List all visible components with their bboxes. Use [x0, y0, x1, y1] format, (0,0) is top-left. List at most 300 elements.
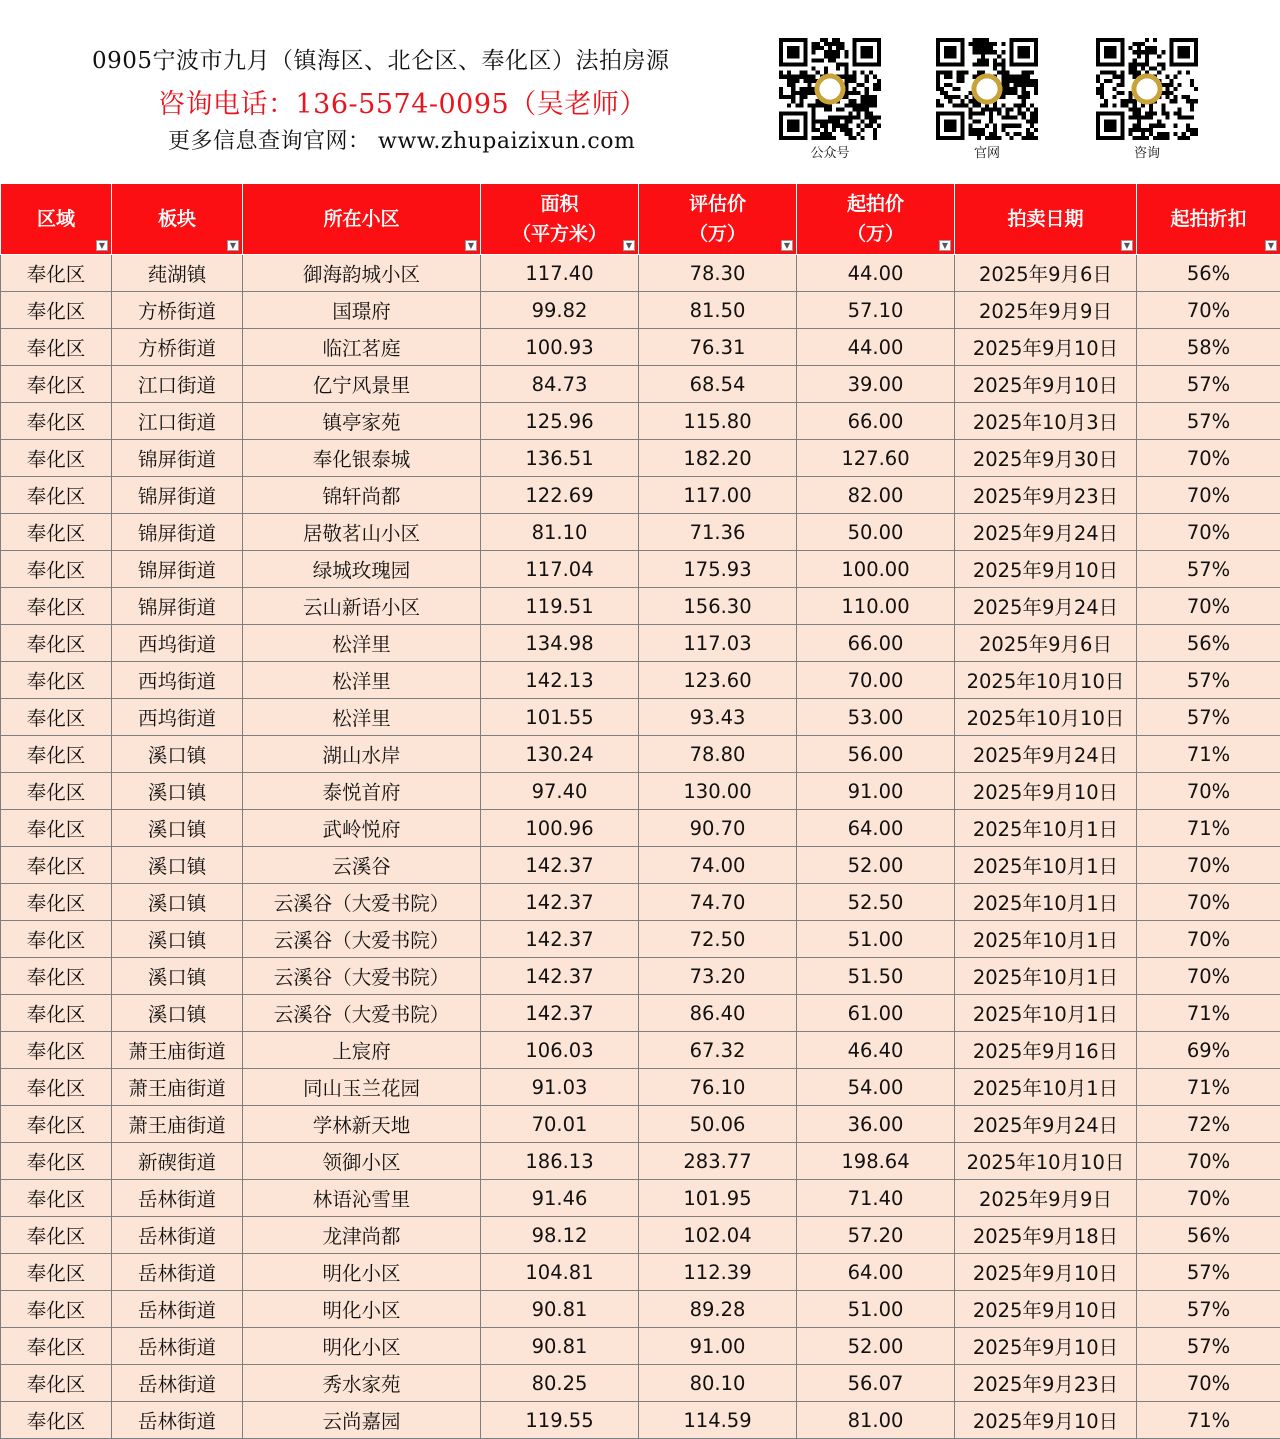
cell-auction-date: 2025年9月9日 — [955, 292, 1137, 329]
cell-sector: 莼湖镇 — [112, 255, 243, 292]
cell-appraisal: 283.77 — [639, 1143, 797, 1180]
cell-community: 林语沁雪里 — [243, 1180, 481, 1217]
cell-auction-date: 2025年9月10日 — [955, 1291, 1137, 1328]
cell-starting-price: 100.00 — [797, 551, 955, 588]
filter-dropdown-icon[interactable]: ▼ — [465, 240, 477, 251]
table-row[interactable] — [1, 1291, 1280, 1328]
cell-district: 奉化区 — [1, 551, 112, 588]
cell-district: 奉化区 — [1, 921, 112, 958]
cell-area: 142.37 — [481, 921, 639, 958]
table-row[interactable] — [1, 921, 1280, 958]
cell-sector: 岳林街道 — [112, 1254, 243, 1291]
table-row[interactable] — [1, 1032, 1280, 1069]
table-row[interactable] — [1, 1365, 1280, 1402]
cell-starting-price: 51.50 — [797, 958, 955, 995]
cell-district: 奉化区 — [1, 403, 112, 440]
qr-code-consult[interactable] — [1096, 38, 1198, 161]
cell-discount: 70% — [1137, 847, 1280, 884]
filter-dropdown-icon[interactable]: ▼ — [227, 240, 239, 251]
cell-area: 91.46 — [481, 1180, 639, 1217]
qr-code-icon — [779, 38, 881, 140]
cell-appraisal: 182.20 — [639, 440, 797, 477]
qr-label-wechat: 公众号 — [779, 142, 881, 161]
cell-discount: 56% — [1137, 255, 1280, 292]
cell-discount: 70% — [1137, 958, 1280, 995]
cell-discount: 71% — [1137, 995, 1280, 1032]
cell-discount: 71% — [1137, 810, 1280, 847]
cell-area: 80.25 — [481, 1365, 639, 1402]
table-row[interactable] — [1, 773, 1280, 810]
cell-auction-date: 2025年9月24日 — [955, 1106, 1137, 1143]
cell-district: 奉化区 — [1, 1106, 112, 1143]
cell-area: 122.69 — [481, 477, 639, 514]
cell-sector: 岳林街道 — [112, 1328, 243, 1365]
cell-district: 奉化区 — [1, 1143, 112, 1180]
cell-starting-price: 127.60 — [797, 440, 955, 477]
cell-sector: 萧王庙街道 — [112, 1106, 243, 1143]
cell-auction-date: 2025年9月6日 — [955, 255, 1137, 292]
cell-sector: 锦屏街道 — [112, 588, 243, 625]
cell-appraisal: 72.50 — [639, 921, 797, 958]
qr-label-website: 官网 — [936, 142, 1038, 161]
cell-sector: 锦屏街道 — [112, 551, 243, 588]
cell-appraisal: 80.10 — [639, 1365, 797, 1402]
cell-district: 奉化区 — [1, 1217, 112, 1254]
cell-appraisal: 130.00 — [639, 773, 797, 810]
column-header-starting-price[interactable]: 起拍价 （万） ▼ — [797, 184, 955, 255]
cell-area: 119.55 — [481, 1402, 639, 1439]
cell-auction-date: 2025年9月24日 — [955, 588, 1137, 625]
cell-community: 同山玉兰花园 — [243, 1069, 481, 1106]
cell-community: 松洋里 — [243, 699, 481, 736]
cell-discount: 70% — [1137, 773, 1280, 810]
cell-auction-date: 2025年9月10日 — [955, 1328, 1137, 1365]
cell-community: 云山新语小区 — [243, 588, 481, 625]
cell-discount: 57% — [1137, 403, 1280, 440]
cell-area: 142.37 — [481, 995, 639, 1032]
column-header-sector[interactable]: 板块 ▼ — [112, 184, 243, 255]
cell-discount: 70% — [1137, 884, 1280, 921]
cell-sector: 岳林街道 — [112, 1180, 243, 1217]
cell-community: 武岭悦府 — [243, 810, 481, 847]
cell-sector: 锦屏街道 — [112, 477, 243, 514]
cell-community: 绿城玫瑰园 — [243, 551, 481, 588]
cell-community: 云溪谷（大爱书院） — [243, 884, 481, 921]
table-row[interactable] — [1, 810, 1280, 847]
filter-dropdown-icon[interactable]: ▼ — [939, 240, 951, 251]
table-header-row — [1, 184, 1280, 255]
cell-community: 学林新天地 — [243, 1106, 481, 1143]
cell-area: 142.37 — [481, 847, 639, 884]
table-row[interactable] — [1, 662, 1280, 699]
cell-auction-date: 2025年10月1日 — [955, 921, 1137, 958]
cell-area: 117.40 — [481, 255, 639, 292]
cell-area: 106.03 — [481, 1032, 639, 1069]
cell-appraisal: 78.30 — [639, 255, 797, 292]
column-header-community[interactable]: 所在小区 ▼ — [243, 184, 481, 255]
cell-appraisal: 78.80 — [639, 736, 797, 773]
cell-discount: 71% — [1137, 1402, 1280, 1439]
cell-area: 101.55 — [481, 699, 639, 736]
cell-auction-date: 2025年9月10日 — [955, 773, 1137, 810]
cell-sector: 岳林街道 — [112, 1291, 243, 1328]
cell-auction-date: 2025年9月10日 — [955, 366, 1137, 403]
cell-starting-price: 56.00 — [797, 736, 955, 773]
cell-area: 98.12 — [481, 1217, 639, 1254]
cell-community: 秀水家苑 — [243, 1365, 481, 1402]
cell-auction-date: 2025年9月30日 — [955, 440, 1137, 477]
cell-community: 居敬茗山小区 — [243, 514, 481, 551]
cell-sector: 溪口镇 — [112, 921, 243, 958]
qr-code-website[interactable] — [936, 38, 1038, 161]
filter-dropdown-icon[interactable]: ▼ — [96, 240, 108, 251]
cell-appraisal: 115.80 — [639, 403, 797, 440]
cell-community: 亿宁风景里 — [243, 366, 481, 403]
table-row[interactable] — [1, 1143, 1280, 1180]
cell-discount: 58% — [1137, 329, 1280, 366]
cell-district: 奉化区 — [1, 1328, 112, 1365]
cell-discount: 70% — [1137, 477, 1280, 514]
cell-discount: 57% — [1137, 366, 1280, 403]
cell-sector: 溪口镇 — [112, 810, 243, 847]
table-row[interactable] — [1, 1069, 1280, 1106]
cell-starting-price: 53.00 — [797, 699, 955, 736]
cell-starting-price: 52.00 — [797, 1328, 955, 1365]
cell-area: 119.51 — [481, 588, 639, 625]
cell-discount: 70% — [1137, 292, 1280, 329]
cell-discount: 70% — [1137, 1365, 1280, 1402]
table-row[interactable] — [1, 1328, 1280, 1365]
cell-starting-price: 82.00 — [797, 477, 955, 514]
cell-area: 186.13 — [481, 1143, 639, 1180]
cell-district: 奉化区 — [1, 514, 112, 551]
cell-discount: 70% — [1137, 1180, 1280, 1217]
cell-sector: 岳林街道 — [112, 1365, 243, 1402]
table-row[interactable] — [1, 699, 1280, 736]
cell-area: 142.13 — [481, 662, 639, 699]
cell-discount: 56% — [1137, 625, 1280, 662]
table-row[interactable] — [1, 588, 1280, 625]
cell-community: 明化小区 — [243, 1291, 481, 1328]
cell-discount: 70% — [1137, 440, 1280, 477]
cell-appraisal: 102.04 — [639, 1217, 797, 1254]
cell-district: 奉化区 — [1, 1180, 112, 1217]
cell-area: 125.96 — [481, 403, 639, 440]
cell-community: 龙津尚都 — [243, 1217, 481, 1254]
cell-district: 奉化区 — [1, 440, 112, 477]
cell-discount: 57% — [1137, 1254, 1280, 1291]
cell-community: 镇亭家苑 — [243, 403, 481, 440]
cell-auction-date: 2025年10月3日 — [955, 403, 1137, 440]
table-row[interactable] — [1, 625, 1280, 662]
cell-auction-date: 2025年10月10日 — [955, 662, 1137, 699]
cell-district: 奉化区 — [1, 329, 112, 366]
cell-area: 91.03 — [481, 1069, 639, 1106]
filter-dropdown-icon[interactable]: ▼ — [1121, 240, 1133, 251]
cell-area: 70.01 — [481, 1106, 639, 1143]
cell-discount: 70% — [1137, 588, 1280, 625]
cell-sector: 西坞街道 — [112, 699, 243, 736]
column-header-area[interactable]: 面积 （平方米） ▼ — [481, 184, 639, 255]
cell-discount: 57% — [1137, 551, 1280, 588]
cell-discount: 71% — [1137, 1069, 1280, 1106]
cell-area: 90.81 — [481, 1291, 639, 1328]
cell-discount: 56% — [1137, 1217, 1280, 1254]
cell-district: 奉化区 — [1, 1365, 112, 1402]
cell-district: 奉化区 — [1, 1032, 112, 1069]
cell-appraisal: 76.10 — [639, 1069, 797, 1106]
table-row[interactable] — [1, 551, 1280, 588]
cell-district: 奉化区 — [1, 847, 112, 884]
cell-auction-date: 2025年9月23日 — [955, 477, 1137, 514]
filter-dropdown-icon[interactable]: ▼ — [623, 240, 635, 251]
cell-district: 奉化区 — [1, 1291, 112, 1328]
cell-sector: 江口街道 — [112, 403, 243, 440]
cell-starting-price: 91.00 — [797, 773, 955, 810]
cell-district: 奉化区 — [1, 588, 112, 625]
cell-district: 奉化区 — [1, 884, 112, 921]
cell-community: 明化小区 — [243, 1254, 481, 1291]
cell-auction-date: 2025年9月10日 — [955, 329, 1137, 366]
cell-district: 奉化区 — [1, 958, 112, 995]
cell-auction-date: 2025年9月24日 — [955, 736, 1137, 773]
table-row[interactable] — [1, 366, 1280, 403]
consult-phone: 咨询电话：136-5574-0095（吴老师） — [158, 82, 647, 121]
cell-auction-date: 2025年10月1日 — [955, 995, 1137, 1032]
column-header-district[interactable]: 区域 ▼ — [1, 184, 112, 255]
cell-sector: 萧王庙街道 — [112, 1069, 243, 1106]
table-row[interactable] — [1, 403, 1280, 440]
cell-community: 泰悦首府 — [243, 773, 481, 810]
cell-area: 136.51 — [481, 440, 639, 477]
cell-district: 奉化区 — [1, 662, 112, 699]
cell-community: 御海韵城小区 — [243, 255, 481, 292]
cell-auction-date: 2025年9月10日 — [955, 551, 1137, 588]
cell-starting-price: 110.00 — [797, 588, 955, 625]
cell-auction-date: 2025年9月23日 — [955, 1365, 1137, 1402]
cell-community: 湖山水岸 — [243, 736, 481, 773]
table-row[interactable] — [1, 847, 1280, 884]
cell-district: 奉化区 — [1, 736, 112, 773]
qr-code-icon — [1096, 38, 1198, 140]
cell-area: 99.82 — [481, 292, 639, 329]
table-row[interactable] — [1, 329, 1280, 366]
cell-auction-date: 2025年9月10日 — [955, 1254, 1137, 1291]
cell-community: 松洋里 — [243, 662, 481, 699]
table-row[interactable] — [1, 1254, 1280, 1291]
cell-community: 领御小区 — [243, 1143, 481, 1180]
table-row[interactable] — [1, 995, 1280, 1032]
filter-dropdown-icon[interactable]: ▼ — [1265, 240, 1277, 251]
cell-district: 奉化区 — [1, 1254, 112, 1291]
table-row[interactable] — [1, 514, 1280, 551]
cell-community: 明化小区 — [243, 1328, 481, 1365]
table-row[interactable] — [1, 884, 1280, 921]
cell-appraisal: 81.50 — [639, 292, 797, 329]
cell-area: 90.81 — [481, 1328, 639, 1365]
website-line: 更多信息查询官网： www.zhupaizixun.com — [168, 124, 635, 155]
cell-auction-date: 2025年10月10日 — [955, 699, 1137, 736]
cell-auction-date: 2025年10月1日 — [955, 884, 1137, 921]
cell-community: 松洋里 — [243, 625, 481, 662]
cell-appraisal: 117.03 — [639, 625, 797, 662]
cell-appraisal: 76.31 — [639, 329, 797, 366]
table-row[interactable] — [1, 1180, 1280, 1217]
cell-discount: 72% — [1137, 1106, 1280, 1143]
cell-community: 上宸府 — [243, 1032, 481, 1069]
cell-community: 云溪谷（大爱书院） — [243, 958, 481, 995]
cell-auction-date: 2025年9月9日 — [955, 1180, 1137, 1217]
cell-appraisal: 74.00 — [639, 847, 797, 884]
cell-starting-price: 51.00 — [797, 921, 955, 958]
cell-appraisal: 156.30 — [639, 588, 797, 625]
cell-appraisal: 89.28 — [639, 1291, 797, 1328]
cell-discount: 71% — [1137, 736, 1280, 773]
cell-area: 104.81 — [481, 1254, 639, 1291]
cell-discount: 57% — [1137, 662, 1280, 699]
cell-starting-price: 44.00 — [797, 329, 955, 366]
cell-appraisal: 67.32 — [639, 1032, 797, 1069]
cell-community: 云尚嘉园 — [243, 1402, 481, 1439]
cell-sector: 西坞街道 — [112, 625, 243, 662]
auction-table — [0, 183, 1280, 1439]
cell-starting-price: 70.00 — [797, 662, 955, 699]
cell-area: 117.04 — [481, 551, 639, 588]
cell-sector: 江口街道 — [112, 366, 243, 403]
cell-starting-price: 61.00 — [797, 995, 955, 1032]
cell-appraisal: 101.95 — [639, 1180, 797, 1217]
table-row[interactable] — [1, 1402, 1280, 1439]
cell-auction-date: 2025年10月10日 — [955, 1143, 1137, 1180]
cell-district: 奉化区 — [1, 255, 112, 292]
cell-district: 奉化区 — [1, 773, 112, 810]
filter-dropdown-icon[interactable]: ▼ — [781, 240, 793, 251]
cell-sector: 新碶街道 — [112, 1143, 243, 1180]
cell-discount: 70% — [1137, 1143, 1280, 1180]
cell-auction-date: 2025年10月1日 — [955, 847, 1137, 884]
cell-starting-price: 71.40 — [797, 1180, 955, 1217]
cell-sector: 岳林街道 — [112, 1217, 243, 1254]
cell-starting-price: 36.00 — [797, 1106, 955, 1143]
cell-district: 奉化区 — [1, 292, 112, 329]
cell-starting-price: 64.00 — [797, 1254, 955, 1291]
cell-starting-price: 64.00 — [797, 810, 955, 847]
table-row[interactable] — [1, 440, 1280, 477]
table-row[interactable] — [1, 1217, 1280, 1254]
cell-starting-price: 50.00 — [797, 514, 955, 551]
qr-label-consult: 咨询 — [1096, 142, 1198, 161]
cell-district: 奉化区 — [1, 477, 112, 514]
table-row[interactable] — [1, 1106, 1280, 1143]
table-row[interactable] — [1, 958, 1280, 995]
cell-appraisal: 91.00 — [639, 1328, 797, 1365]
cell-discount: 70% — [1137, 514, 1280, 551]
cell-starting-price: 56.07 — [797, 1365, 955, 1402]
table-row[interactable] — [1, 292, 1280, 329]
qr-code-wechat[interactable] — [779, 38, 881, 161]
cell-starting-price: 81.00 — [797, 1402, 955, 1439]
cell-appraisal: 73.20 — [639, 958, 797, 995]
cell-sector: 锦屏街道 — [112, 440, 243, 477]
cell-appraisal: 74.70 — [639, 884, 797, 921]
cell-district: 奉化区 — [1, 995, 112, 1032]
cell-auction-date: 2025年9月24日 — [955, 514, 1137, 551]
table-row[interactable] — [1, 736, 1280, 773]
cell-sector: 溪口镇 — [112, 958, 243, 995]
cell-sector: 方桥街道 — [112, 329, 243, 366]
cell-starting-price: 39.00 — [797, 366, 955, 403]
cell-auction-date: 2025年9月10日 — [955, 1402, 1137, 1439]
cell-appraisal: 117.00 — [639, 477, 797, 514]
cell-district: 奉化区 — [1, 699, 112, 736]
cell-district: 奉化区 — [1, 1402, 112, 1439]
cell-appraisal: 112.39 — [639, 1254, 797, 1291]
cell-sector: 溪口镇 — [112, 773, 243, 810]
cell-sector: 溪口镇 — [112, 736, 243, 773]
cell-sector: 溪口镇 — [112, 884, 243, 921]
cell-community: 云溪谷（大爱书院） — [243, 921, 481, 958]
column-header-appraisal[interactable]: 评估价 （万） ▼ — [639, 184, 797, 255]
cell-district: 奉化区 — [1, 625, 112, 662]
cell-area: 134.98 — [481, 625, 639, 662]
cell-auction-date: 2025年10月1日 — [955, 810, 1137, 847]
cell-area: 142.37 — [481, 958, 639, 995]
cell-appraisal: 50.06 — [639, 1106, 797, 1143]
cell-starting-price: 57.10 — [797, 292, 955, 329]
cell-auction-date: 2025年9月6日 — [955, 625, 1137, 662]
cell-appraisal: 93.43 — [639, 699, 797, 736]
cell-area: 142.37 — [481, 884, 639, 921]
cell-district: 奉化区 — [1, 366, 112, 403]
cell-area: 130.24 — [481, 736, 639, 773]
table-body — [1, 255, 1280, 1439]
cell-starting-price: 198.64 — [797, 1143, 955, 1180]
table-row[interactable] — [1, 477, 1280, 514]
cell-area: 84.73 — [481, 366, 639, 403]
cell-sector: 方桥街道 — [112, 292, 243, 329]
cell-starting-price: 52.00 — [797, 847, 955, 884]
cell-auction-date: 2025年9月16日 — [955, 1032, 1137, 1069]
cell-discount: 69% — [1137, 1032, 1280, 1069]
cell-starting-price: 66.00 — [797, 403, 955, 440]
cell-starting-price: 57.20 — [797, 1217, 955, 1254]
cell-sector: 溪口镇 — [112, 847, 243, 884]
cell-discount: 57% — [1137, 1328, 1280, 1365]
cell-discount: 57% — [1137, 699, 1280, 736]
column-header-auction-date[interactable]: 拍卖日期 ▼ — [955, 184, 1137, 255]
cell-starting-price: 54.00 — [797, 1069, 955, 1106]
cell-appraisal: 90.70 — [639, 810, 797, 847]
cell-community: 国璟府 — [243, 292, 481, 329]
cell-appraisal: 175.93 — [639, 551, 797, 588]
table-row[interactable] — [1, 255, 1280, 292]
cell-community: 云溪谷（大爱书院） — [243, 995, 481, 1032]
cell-discount: 70% — [1137, 921, 1280, 958]
cell-area: 100.96 — [481, 810, 639, 847]
cell-starting-price: 46.40 — [797, 1032, 955, 1069]
cell-starting-price: 51.00 — [797, 1291, 955, 1328]
cell-appraisal: 71.36 — [639, 514, 797, 551]
cell-starting-price: 52.50 — [797, 884, 955, 921]
cell-auction-date: 2025年10月1日 — [955, 1069, 1137, 1106]
cell-sector: 萧王庙街道 — [112, 1032, 243, 1069]
cell-sector: 溪口镇 — [112, 995, 243, 1032]
cell-community: 奉化银泰城 — [243, 440, 481, 477]
cell-district: 奉化区 — [1, 810, 112, 847]
column-header-discount[interactable]: 起拍折扣 ▼ — [1137, 184, 1280, 255]
cell-community: 临江茗庭 — [243, 329, 481, 366]
cell-community: 锦轩尚都 — [243, 477, 481, 514]
